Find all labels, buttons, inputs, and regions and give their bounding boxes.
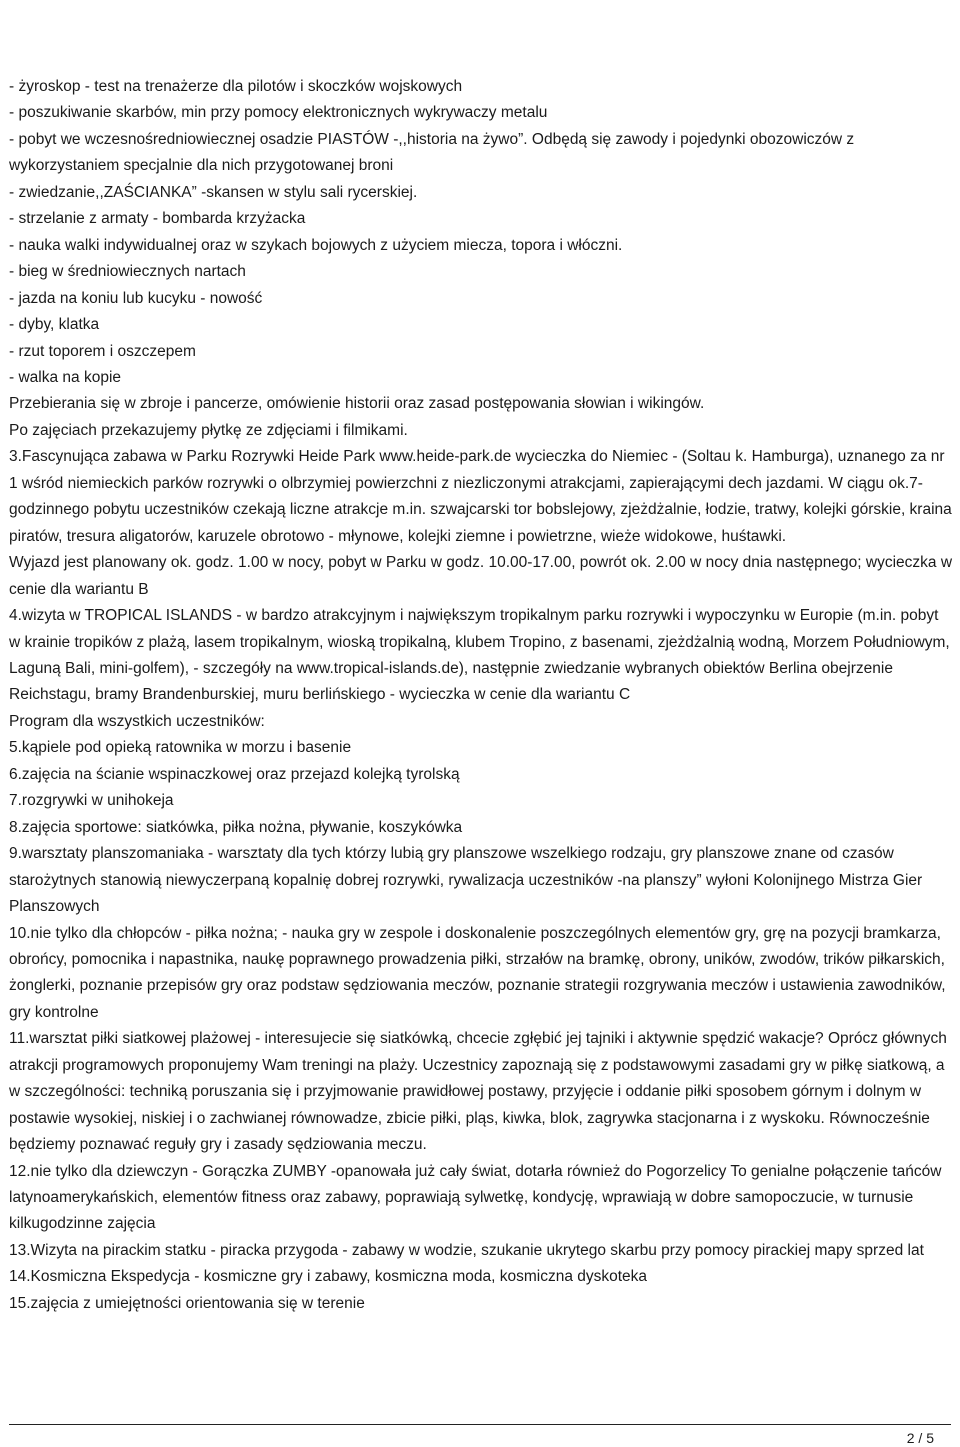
paragraph: 4.wizyta w TROPICAL ISLANDS - w bardzo atrakcyjnym i największym tropikalnym parku rozrywki i wypoczynku w Europie (m.in. pobyt w krainie tropików z plażą, lasem tropikalnym, wioską tropikalną, klubem Tropino, z basenami, zjeżdżalnią wodną, Morzem Południowym, Laguną Bali, mini-golfem), - szczegóły na www.tropical-islands.de), następnie zwiedzanie wybranych obiektów Berlina obejrzenie Reichstagu, bramy Brandenburskiej, muru berlińskiego - wycieczka w cenie dla wariantu C [9,607,950,704]
paragraph: Program dla wszystkich uczestników: [9,712,265,730]
paragraph: 15.zajęcia z umiejętności orientowania się w terenie [9,1294,365,1312]
paragraph: 3.Fascynująca zabawa w Parku Rozrywki Heide Park www.heide-park.de wycieczka do Niemiec - (Soltau k. Hamburga), uznanego za nr 1 wśród niemieckich parków rozrywki o olbrzymiej powierzchni z niezliczonymi atrakcjami, zapierającymi dech jazdami. W ciągu ok.7-godzinnego pobytu uczestników czekają liczne atrakcje m.in. szwajcarski tor bobslejowy, zjeżdżalnie, łodzie, tratwy, kolejki górskie, kraina piratów, tresura aligatorów, karuzele obrotowo - młynowe, kolejki ziemne i powietrzne, wieże widokowe, huśtawki. [9,448,952,545]
footer-divider [9,1424,951,1425]
paragraph: - żyroskop - test na trenażerze dla pilotów i skoczków wojskowych [9,78,463,95]
paragraph: 14.Kosmiczna Ekspedycja - kosmiczne gry i zabawy, kosmiczna moda, kosmiczna dyskoteka [9,1268,648,1286]
paragraph: 12.nie tylko dla dziewczyn - Gorączka ZUMBY -opanowała już cały świat, dotarła również do Pogorzelicy To genialne połączenie tańców latynoamerykańskich, elementów fitness oraz zabawy, poprawiają sylwetkę, kondycję, wprawiają w dobre samopoczucie, w turnusie kilkugodzinne zajęcia [9,1162,942,1233]
paragraph: 5.kąpiele pod opieką ratownika w morzu i basenie [9,739,352,757]
paragraph: Przebierania się w zbroje i pancerze, omówienie historii oraz zasad postępowania słowian i wikingów. [9,395,705,413]
paragraph: - poszukiwanie skarbów, min przy pomocy elektronicznych wykrywaczy metalu [9,104,548,122]
paragraph: 11.warsztat piłki siatkowej plażowej - interesujecie się siatkówką, chcecie zgłębić jej tajniki i aktywnie spędzić wakacje? Oprócz głównych atrakcji programowych proponujemy Wam treningi na plaży. Uczestnicy zapoznają się z podstawowymi zasadami gry w piłkę siatkową, a w szczególności: techniką poruszania się i przyjmowanie prawidłowej postawy, przyjęcie i oddanie piłki sposobem górnym i dolnym w postawie wysokiej, niskiej i o zachwianej równowadze, zbicie piłki, pląs, kiwka, blok, zagrywka stacjonarna i z wyskoku. Równocześnie będziemy poznawać reguły gry i zasady sędziowania meczu. [9,1030,947,1154]
paragraph: - jazda na koniu lub kucyku - nowość [9,289,263,307]
paragraph: - bieg w średniowiecznych nartach [9,263,246,281]
paragraph: 9.warsztaty planszomaniaka - warsztaty dla tych którzy lubią gry planszowe wszelkiego rodzaju, gry planszowe znane od czasów starożytnych stanowią niewyczerpaną kopalnię dobrej rozrywki, rywalizacja uczestników -na planszy” wyłoni Kolonijnego Mistrza Gier Planszowych [9,845,923,916]
paragraph: - pobyt we wczesnośredniowiecznej osadzie PIASTÓW -,,historia na żywo”. Odbędą się zawody i pojedynki obozowiczów z wykorzystaniem specjalnie dla nich przygotowanej broni [9,130,855,175]
paragraph: - walka na kopie [9,368,122,386]
paragraph: - strzelanie z armaty - bombarda krzyżacka [9,210,306,228]
paragraph: 10.nie tylko dla chłopców - piłka nożna; - nauka gry w zespole i doskonalenie poszczególnych elementów gry, grę na pozycji bramkarza, obrońcy, pomocnika i napastnika, naukę poprawnego prowadzenia piłki, strzałów na bramkę, obrony, uników, zwodów, trików piłkarskich, żonglerki, poznanie przepisów gry oraz podstaw sędziowania meczów, poznanie strategii rozgrywania meczów i ustawienia zawodników, gry kontrolne [9,924,946,1021]
paragraph: 13.Wizyta na pirackim statku - piracka przygoda - zabawy w wodzie, szukanie ukrytego skarbu przy pomocy pirackiej mapy sprzed lat [9,1241,924,1259]
paragraph: 7.rozgrywki w unihokeja [9,792,174,810]
paragraph: - nauka walki indywidualnej oraz w szykach bojowych z użyciem miecza, topora i włóczni. [9,236,623,254]
paragraph: - rzut toporem i oszczepem [9,342,196,360]
paragraph: Po zajęciach przekazujemy płytkę ze zdjęciami i filmikami. [9,421,408,439]
paragraph: 6.zajęcia na ścianie wspinaczkowej oraz przejazd kolejką tyrolską [9,765,460,783]
paragraph: - dyby, klatka [9,316,100,334]
paragraph: - zwiedzanie,,ZAŚCIANKA” -skansen w stylu sali rycerskiej. [9,183,418,201]
paragraph: 8.zajęcia sportowe: siatkówka, piłka nożna, pływanie, koszykówka [9,818,463,836]
document-body [9,74,953,1317]
paragraph: Wyjazd jest planowany ok. godz. 1.00 w nocy, pobyt w Parku w godz. 10.00-17.00, powrót ok. 2.00 w nocy dnia następnego; wycieczka w cenie dla wariantu B [9,554,953,598]
page-number: 2 / 5 [906,1430,934,1446]
